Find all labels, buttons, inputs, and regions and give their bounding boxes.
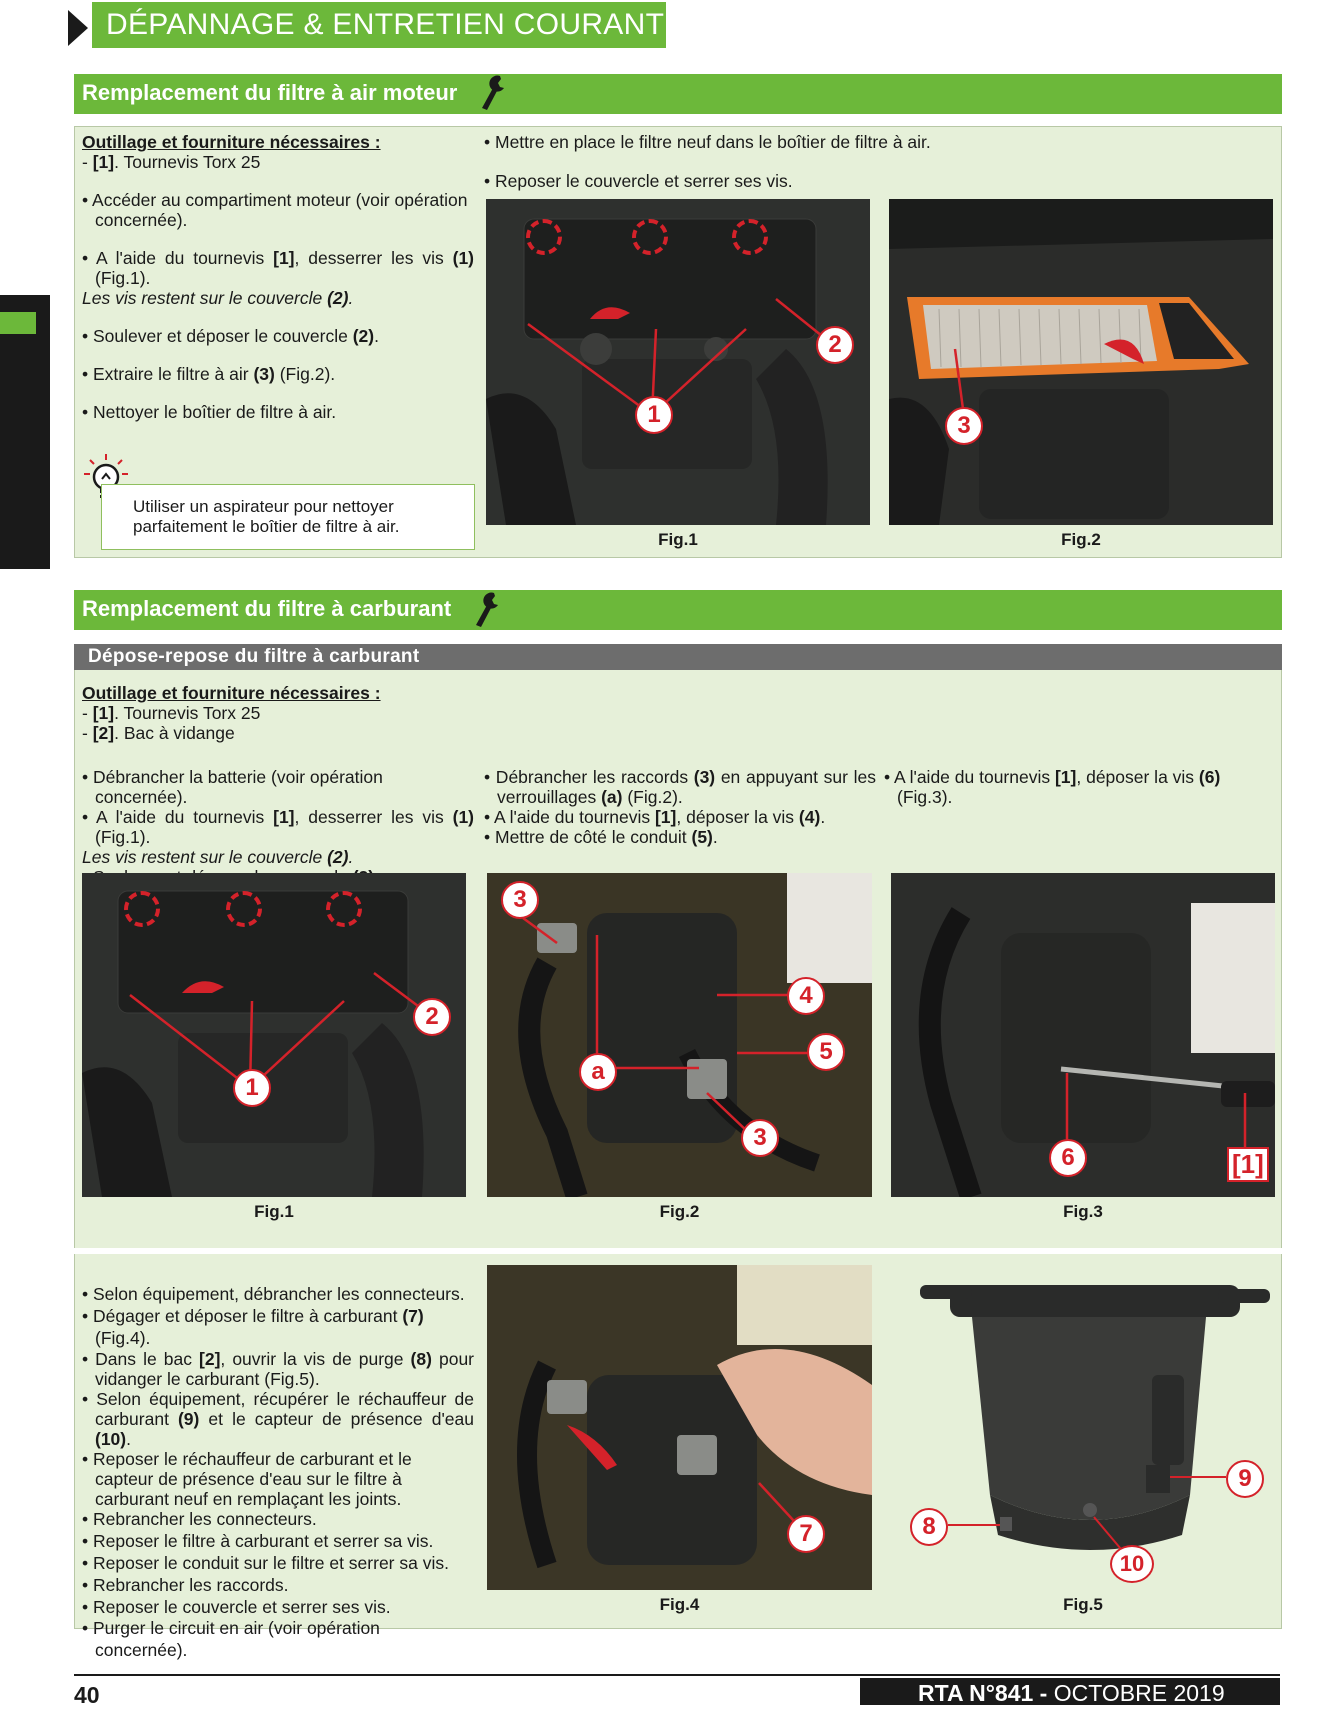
section2-title: Remplacement du filtre à carburant [82,596,452,621]
section2-step: • Selon équipement, récupérer le réchauffeur de carburant (9) et le capteur de présence d'eau (10). [82,1389,474,1450]
footer-rule [74,1674,1280,1676]
callout-label: 10 [1110,1545,1154,1583]
callout-label: 4 [787,977,825,1015]
section1-title: Remplacement du filtre à air moteur [82,80,458,105]
figure-caption: Fig.2 [1061,530,1101,549]
section2-tools [82,683,482,743]
tip-text: Utiliser un aspirateur pour nettoyer parfaitement le boîtier de filtre à air. [133,497,400,536]
fuel-filter-connectors-photo [487,873,872,1197]
engine-cover-photo [82,873,466,1197]
header-arrow-icon [68,10,88,46]
section2-step: • A l'aide du tournevis [1], déposer la vis (6) (Fig.3). [884,767,1221,807]
section2-col1 [82,767,474,887]
callout-label: a [579,1053,617,1091]
section1-step-1: • Accéder au compartiment moteur (voir opération concernée). [82,190,468,230]
section2-subtitle: Dépose-repose du filtre à carburant [88,646,420,667]
engine-cover-photo [486,199,870,525]
wrench-icon [478,74,508,112]
section1-step-2-note: Les vis restent sur le couvercle (2). [82,288,354,308]
callout-label: 1 [635,396,673,434]
screw-marker [732,219,768,255]
side-thumb-tab [0,295,50,569]
section2-step: • Selon équipement, débrancher les connecteurs. [82,1284,465,1304]
callout-label: 9 [1226,1460,1264,1498]
section2-col2 [484,767,876,847]
section2-step: • Débrancher les raccords (3) en appuyant sur les verrouillages (a) (Fig.2). [484,767,876,807]
section2-step: • Rebrancher les connecteurs. [82,1509,317,1530]
section1-right-steps [484,132,1274,191]
wrench-icon [472,591,502,629]
figure-caption: Fig.4 [659,1595,700,1614]
page-title: DÉPANNAGE & ENTRETIEN COURANT [106,8,665,41]
section2-step: • Reposer le couvercle et serrer ses vis. [82,1596,391,1617]
section2-tools-heading: Outillage et fourniture nécessaires : [82,683,381,703]
section2-step: • A l'aide du tournevis [1], déposer la vis (4). [484,807,826,827]
screw-marker [226,891,262,927]
fuel-filter-removal-photo [487,1265,872,1590]
section2-step: • Rebrancher les raccords. [82,1574,289,1595]
section1-tool-item: - [1]. Tournevis Torx 25 [82,152,261,172]
panel-divider [74,1248,1282,1254]
screw-marker [632,219,668,255]
figure-caption: Fig.1 [658,530,698,549]
figure-caption: Fig.5 [1063,1595,1103,1614]
section2-step: • A l'aide du tournevis [1], desserrer les vis (1) (Fig.1). [82,807,475,847]
section1-left-col [82,132,474,422]
magazine-issue: RTA N°841 - OCTOBRE 2019 [918,1680,1225,1706]
section2-step: • Mettre de côté le conduit (5). [484,827,718,847]
callout-label: 8 [910,1508,948,1546]
callout-label: 2 [413,998,451,1036]
section1-step-2: • A l'aide du tournevis [1], desserrer les vis (1) (Fig.1). [82,248,475,288]
section2-step: • Reposer le filtre à carburant et serrer sa vis. [82,1531,434,1552]
side-thumb-marker [0,312,36,334]
figure-caption: Fig.3 [1063,1202,1103,1221]
section1-tools-heading: Outillage et fourniture nécessaires : [82,132,381,152]
air-filter-photo [889,199,1273,525]
section2-step: • Débrancher la batterie (voir opération concernée). [82,767,383,807]
section2-step: • Reposer le réchauffeur de carburant et le capteur de présence d'eau sur le filtre à carburant neuf en remplaçant les joints. [82,1449,412,1510]
section1-right-step: • Mettre en place le filtre neuf dans le boîtier de filtre à air. [484,132,931,152]
section2-tool-item: - [1]. Tournevis Torx 25 [82,703,261,723]
callout-label: [1] [1227,1147,1269,1182]
section2-col3 [884,767,1280,807]
section2-bottom-steps [82,1284,474,1662]
section1-right-step: • Reposer le couvercle et serrer ses vis. [484,171,793,191]
figure-caption: Fig.1 [254,1202,294,1221]
section2-step-note: Les vis restent sur le couvercle (2). [82,847,354,867]
screw-marker [326,891,362,927]
section2-tool-item: - [2]. Bac à vidange [82,723,235,743]
callout-label: 6 [1049,1139,1087,1177]
section2-step: • Purger le circuit en air (voir opération concernée). [82,1618,380,1661]
callout-label: 3 [945,407,983,445]
section2-step: • Dégager et déposer le filtre à carburant (7) (Fig.4). [82,1305,424,1348]
fuel-filter-screw-photo [891,873,1275,1197]
section1-step-3: • Soulever et déposer le couvercle (2). [82,326,379,346]
section2-step: • Dans le bac [2], ouvrir la vis de purge (8) pour vidanger le carburant (Fig.5). [82,1349,475,1390]
screw-marker [526,219,562,255]
page-number: 40 [74,1682,100,1708]
callout-label: 5 [807,1033,845,1071]
screw-marker [124,891,160,927]
callout-label: 2 [816,326,854,364]
callout-label: 3 [741,1119,779,1157]
callout-label: 3 [501,881,539,919]
callout-label: 1 [233,1069,271,1107]
section1-step-5: • Nettoyer le boîtier de filtre à air. [82,402,337,422]
section1-step-4: • Extraire le filtre à air (3) (Fig.2). [82,364,336,384]
callout-label: 7 [787,1515,825,1553]
fuel-filter-cutout [900,1265,1270,1590]
section2-step: • Reposer le conduit sur le filtre et serrer sa vis. [82,1552,449,1573]
figure-caption: Fig.2 [659,1202,700,1221]
